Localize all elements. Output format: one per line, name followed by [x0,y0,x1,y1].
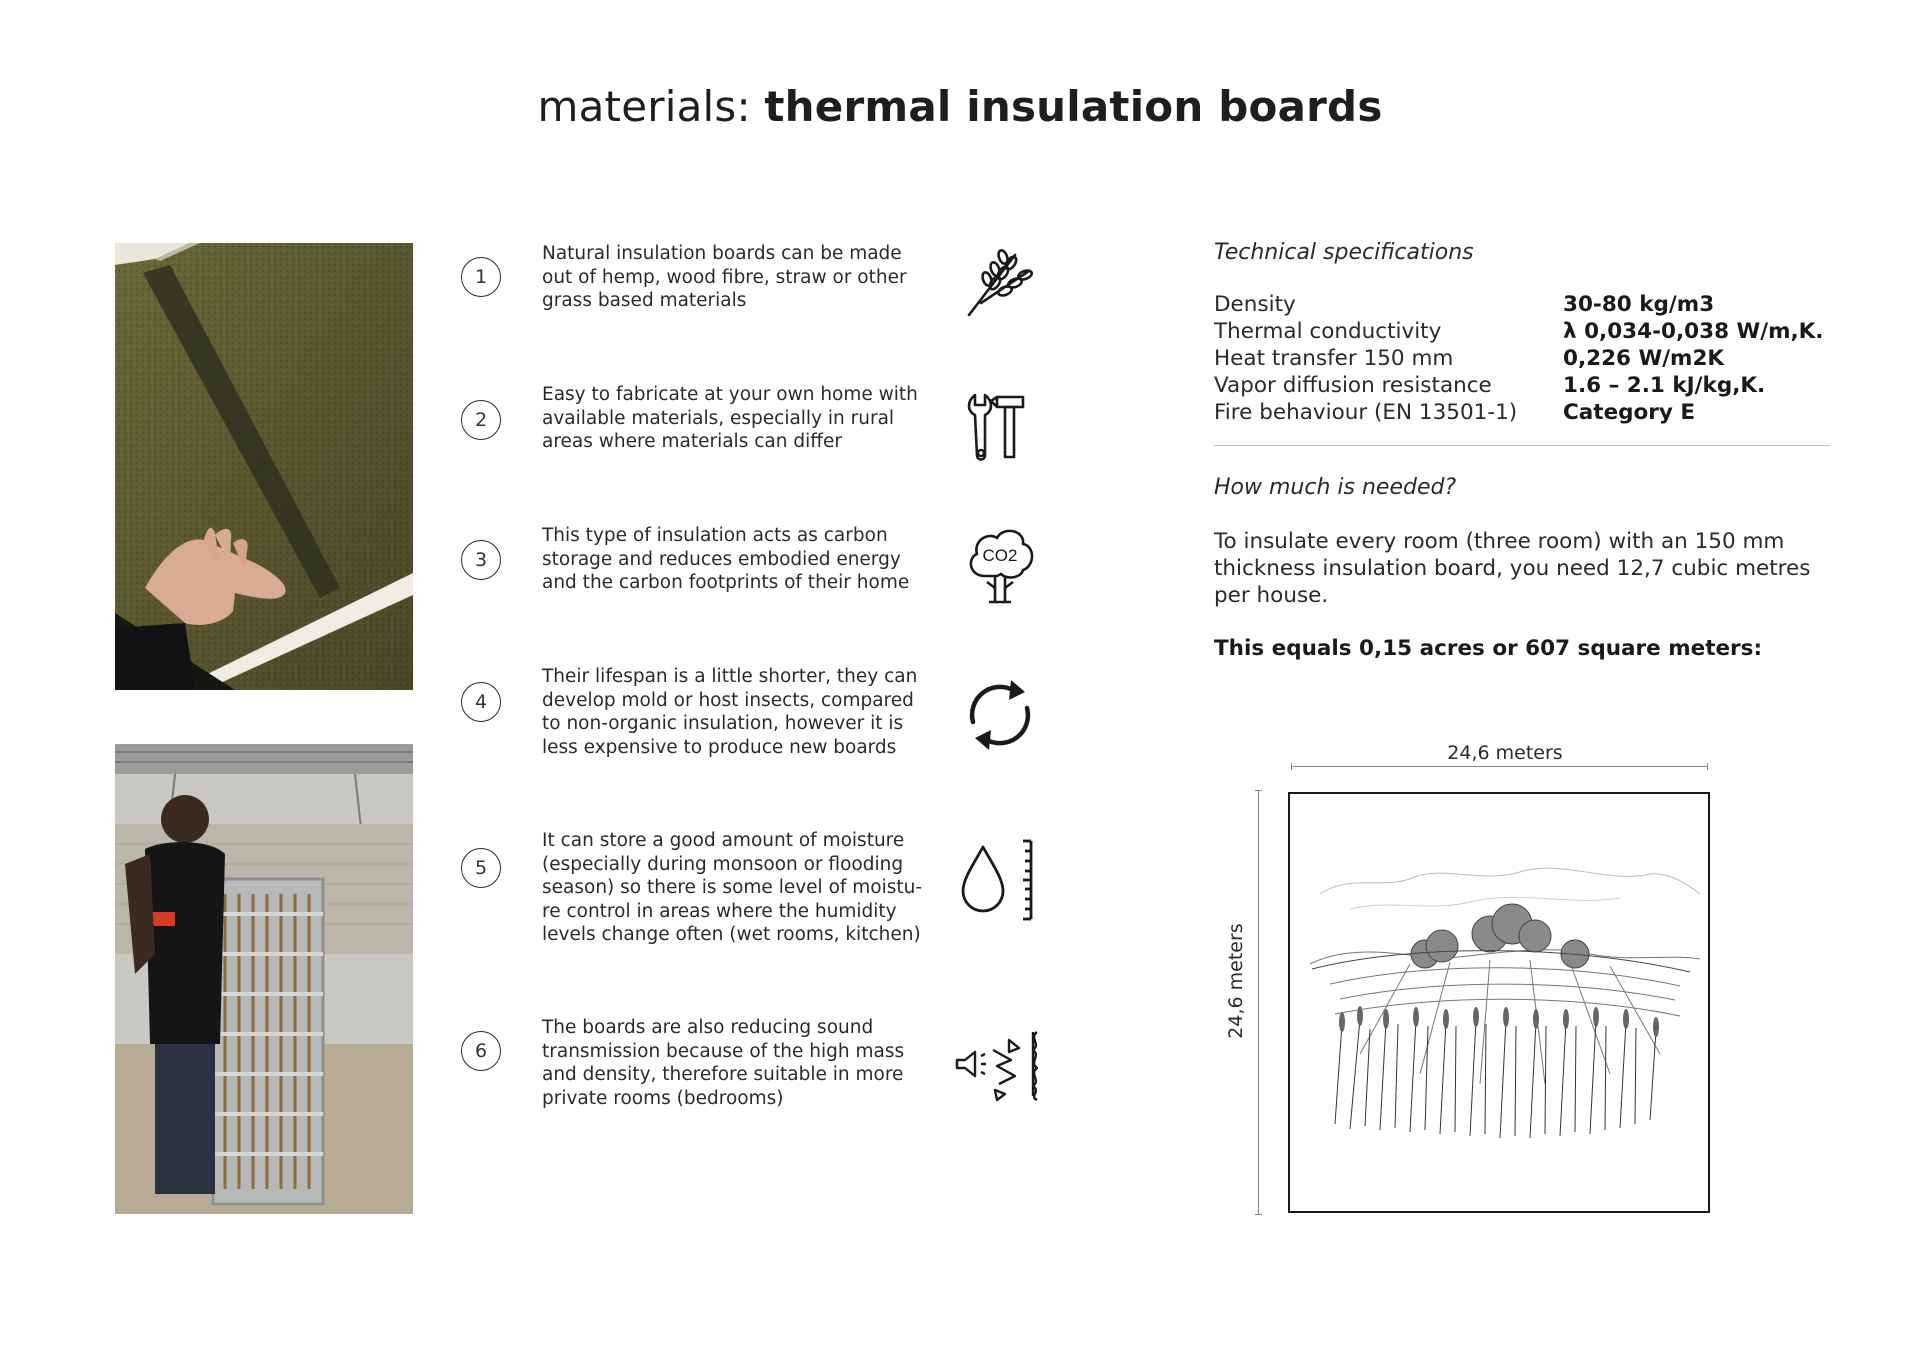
height-dimension-label: 24,6 meters [1225,923,1247,1039]
area-equivalent-text: This equals 0,15 acres or 607 square meters: [1214,636,1763,661]
spec-value: 0,226 W/m2K [1563,346,1725,371]
dimension-tick [1707,763,1708,770]
spec-row [1214,399,1834,426]
spec-row [1214,345,1834,372]
page-title-prefix: materials: [537,82,751,131]
wheat-icon [955,233,1045,323]
spec-value: 1.6 – 2.1 kJ/kg,K. [1563,373,1766,398]
spec-label: Vapor diffusion resistance [1214,373,1492,398]
feature-number-1: 1 [461,257,501,297]
spec-label: Heat transfer 150 mm [1214,346,1454,371]
wrench-hammer-icon [955,375,1045,465]
spec-row [1214,291,1834,318]
dimension-tick [1255,790,1262,791]
spec-value: 30-80 kg/m3 [1563,292,1715,317]
feature-text-2: Easy to fabricate at your own home with available materials, especially in rural areas where materials can differ [542,384,918,452]
feature-text-3: This type of insulation acts as carbon storage and reduces embodied energy and the carbon footprints of their home [542,525,910,593]
spec-label: Density [1214,292,1296,317]
height-dimension-line [1258,790,1259,1215]
feature-number-3: 3 [461,540,501,580]
spec-label: Thermal conductivity [1214,319,1442,344]
spec-table [1214,291,1834,426]
specs-heading: Technical specifications [1214,240,1474,265]
spec-value: λ 0,034-0,038 W/m,K. [1563,319,1824,344]
feature-text-5: It can store a good amount of moisture (especially during monsoon or flooding season) so there is some level of moistu-re control in areas where the humidity levels change often (wet rooms, kitchen) [542,830,923,945]
insulation-board-photo [115,243,413,690]
feature-number-4: 4 [461,682,501,722]
page-title [0,82,1920,131]
spec-label: Fire behaviour (EN 13501-1) [1214,400,1518,425]
feature-number-5: 5 [461,848,501,888]
sound-absorption-icon [953,1020,1043,1110]
water-drop-gauge-icon [955,835,1045,925]
feature-text-1: Natural insulation boards can be made out of hemp, wood fibre, straw or other grass based materials [542,243,907,311]
board-fabrication-photo [115,744,413,1214]
dimension-tick [1255,1214,1262,1215]
feature-text-4: Their lifespan is a little shorter, they can develop mold or host insects, compared to non-organic insulation, however it is less expensive to produce new boards [542,666,918,758]
spec-value: Category E [1563,400,1696,425]
co2-tree-icon [955,518,1045,608]
page-title-main: thermal insulation boards [764,82,1383,131]
need-body-text: To insulate every room (three room) with an 150 mm thickness insulation board, you need 12,7 cubic metres per house. [1214,529,1811,608]
spec-row [1214,372,1834,399]
refresh-cycle-icon [955,670,1045,760]
field-illustration [1288,792,1710,1213]
width-dimension-line [1291,766,1708,767]
co2-icon-text: CO2 [982,546,1018,565]
feature-text-6: The boards are also reducing sound transmission because of the high mass and density, therefore suitable in more private rooms (bedrooms) [542,1017,905,1109]
width-dimension-label: 24,6 meters [1447,742,1563,764]
need-heading: How much is needed? [1214,475,1457,500]
section-divider [1214,445,1830,446]
feature-number-6: 6 [461,1031,501,1071]
dimension-tick [1291,763,1292,770]
feature-number-2: 2 [461,400,501,440]
spec-row [1214,318,1834,345]
